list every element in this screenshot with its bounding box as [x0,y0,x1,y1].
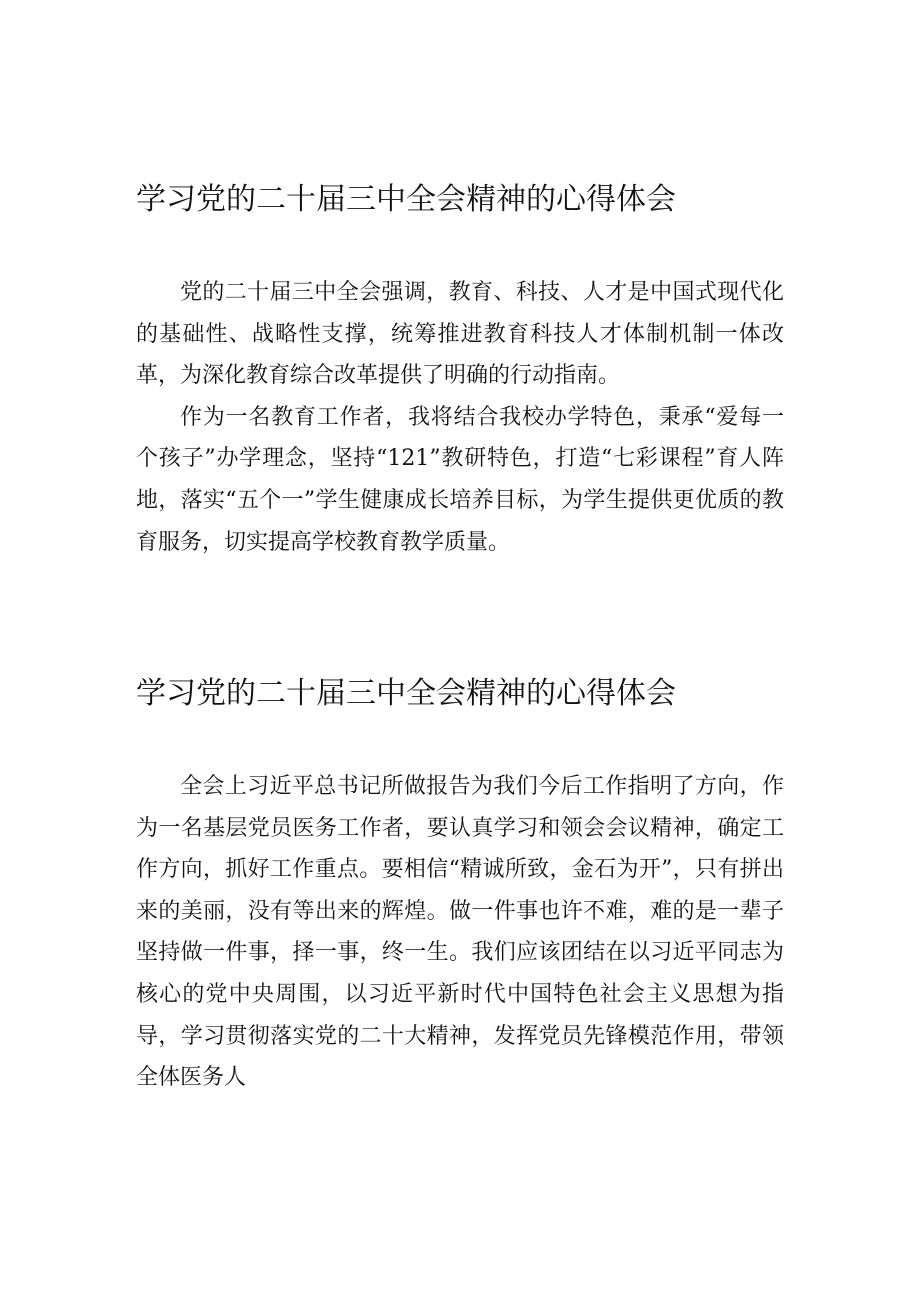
section-body [136,766,784,1099]
section-title: 学习党的二十届三中全会精神的心得体会 [136,676,676,711]
section-title: 学习党的二十届三中全会精神的心得体会 [136,182,676,217]
section-body [136,272,784,563]
paragraph: 作为一名教育工作者，我将结合我校办学特色，秉承“爱每一个孩子”办学理念，坚持“121”教研特色，打造“七彩课程”育人阵地，落实“五个一”学生健康成长培养目标，为学生提供更优质的教育服务，切实提高学校教育教学质量。 [136,404,784,555]
paragraph: 全会上习近平总书记所做报告为我们今后工作指明了方向，作为一名基层党员医务工作者，要认真学习和领会会议精神，确定工作方向，抓好工作重点。要相信“精诚所致，金石为开”，只有拼出来的美丽，没有等出来的辉煌。做一件事也许不难，难的是一辈子坚持做一件事，择一事，终一生。我们应该团结在以习近平同志为核心的党中央周围，以习近平新时代中国特色社会主义思想为指导，学习贯彻落实党的二十大精神，发挥党员先锋模范作用，带领全体医务人 [136,774,784,1091]
paragraph: 党的二十届三中全会强调，教育、科技、人才是中国式现代化的基础性、战略性支撑，统筹推进教育科技人才体制机制一体改革，为深化教育综合改革提供了明确的行动指南。 [136,280,784,389]
